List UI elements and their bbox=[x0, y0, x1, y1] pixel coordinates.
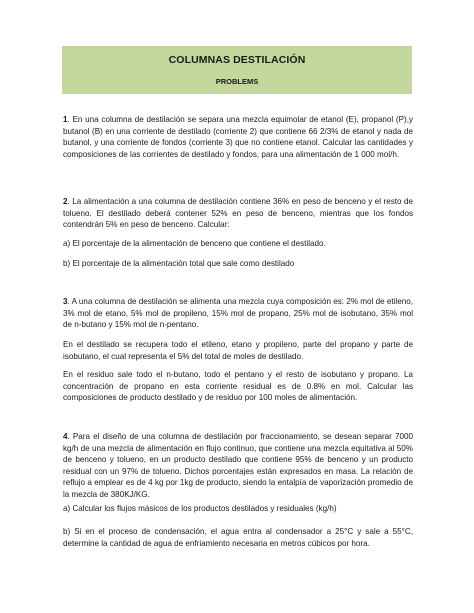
problem-2-statement bbox=[63, 196, 413, 231]
document-title: COLUMNAS DESTILACIÓN bbox=[168, 54, 306, 66]
problem-3-paragraph-1: En el destilado se recupera todo el etileno, etano y propileno, parte del propano y parte de isobutano, el cual representa el 5% del total de moles de destilado. bbox=[63, 340, 413, 361]
document-subtitle: PROBLEMS bbox=[215, 77, 259, 86]
problem-2-item-b: b) El porcentaje de la alimentación total que sale como destilado bbox=[63, 259, 295, 268]
problem-text: . La alimentación a una columna de destilación contiene 36% en peso de benceno y el resto de tolueno. El destilado deberá contener 52% en peso de benceno, mientras que los fondos contendrán 5% en peso de benceno. Calcular: bbox=[63, 197, 413, 230]
problem-4-item-b: b) Si en el proceso de condensación, el agua entra al condensador a 25°C y sale a 55°C, determine la cantidad de agua de enfriamiento necesaria en metros cúbicos por hora. bbox=[63, 527, 413, 548]
problem-4-item-a: a) Calcular los flujos másicos de los productos destilados y residuales (kg/h) bbox=[63, 504, 337, 513]
problem-2-item-a: a) El porcentaje de la alimentación de benceno que contiene el destilado. bbox=[63, 239, 326, 248]
problem-text: . Para el diseño de una columna de destilación por fraccionamiento, se desean separar 7000 kg/h de una mezcla de alimentación en flujo continuo, que contiene una mezcla equitativa al 50% de benceno y tolueno, en un producto destilado que contiene 95% de benceno y un producto residual con un 97% de tolueno. Dichos porcentajes están expresados en masa. La relación de reflujo a emplear es de 4 kg por 1kg de producto, siendo la entalpía de vaporización promedio de la mezcla de 380KJ/KG. bbox=[63, 432, 413, 499]
problem-3-paragraph-2: En el residuo sale todo el n-butano, todo el pentano y el resto de isobutano y propano. La concentración de propano en esta corriente residual es de 0.8% en mol. Calcular las composiciones de producto destilado y de residuo por 100 moles de alimentación. bbox=[63, 370, 413, 403]
title-banner bbox=[62, 46, 412, 94]
problem-number: 2 bbox=[63, 197, 68, 206]
problem-text: . En una columna de destilación se separa una mezcla equimolar de etanol (E), propanol (P),y butanol (B) en una corriente de destilado (corriente 2) que contiene 66 2/3% de etanol y nada de butanol, y una corriente de fondos (corriente 3) que no contiene etanol. Calcular las cantidades y composiciones de las corrientes de destilado y fondos, para una alimentación de 1 000 mol/h. bbox=[63, 115, 413, 159]
problem-number: 4 bbox=[63, 432, 68, 441]
problem-number: 3 bbox=[63, 297, 68, 306]
problem-text: . A una columna de destilación se alimenta una mezcla cuya composición es: 2% mol de etileno, 3% mol de etano, 5% mol de propileno, 15% mol de propano, 25% mol de isobutano, 35% mol de n-butano y 15% mol de n-pentano. bbox=[63, 297, 413, 330]
problem-number: 1 bbox=[63, 115, 68, 124]
problem-3-statement bbox=[63, 296, 413, 331]
problem-4-statement bbox=[63, 431, 413, 501]
problem-1-statement bbox=[63, 114, 413, 160]
